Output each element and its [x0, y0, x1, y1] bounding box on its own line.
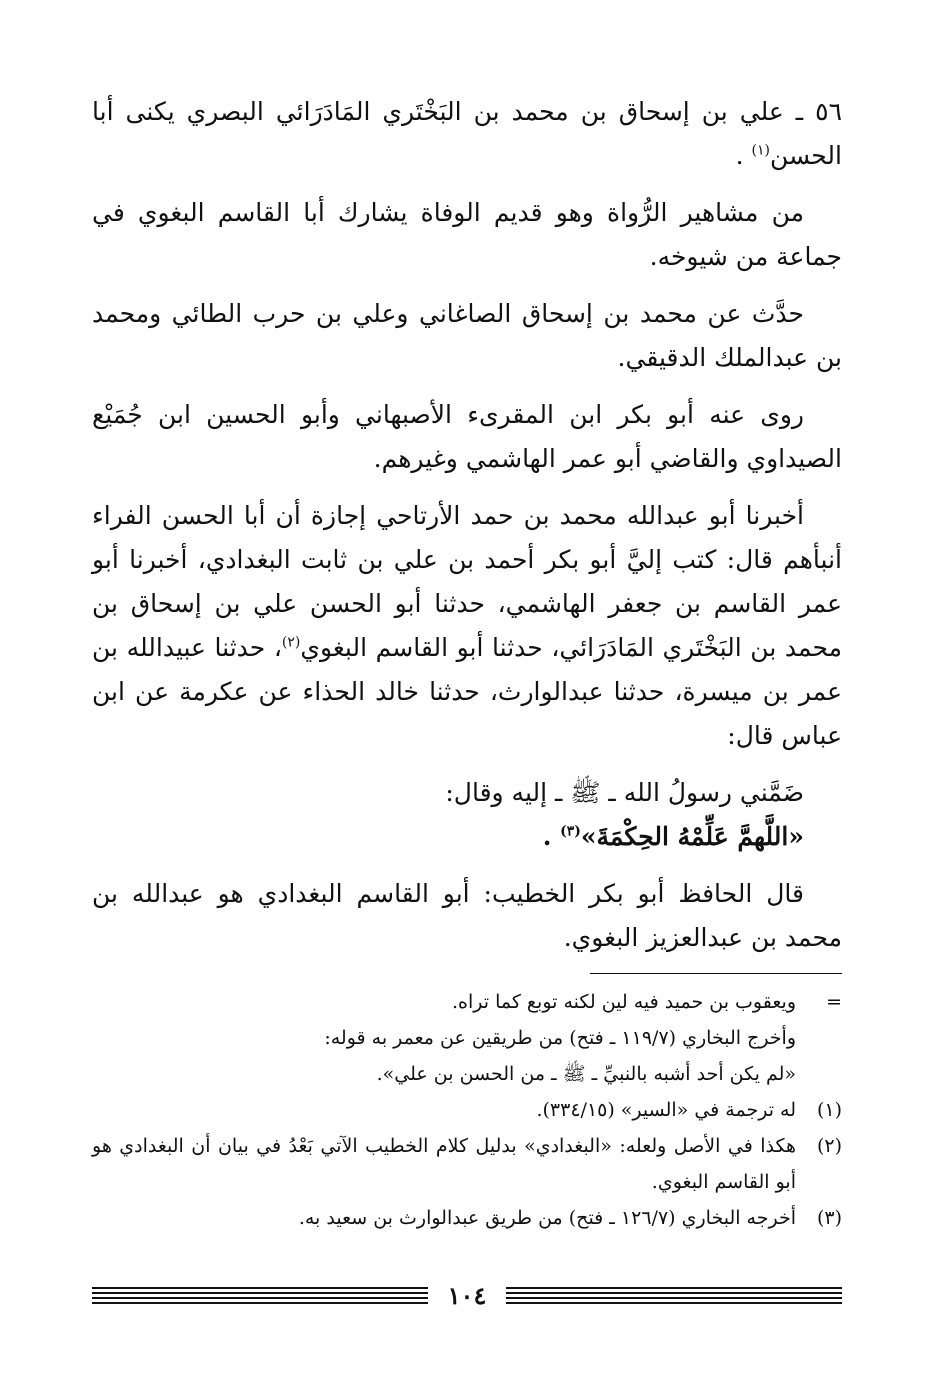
- footnote-continuation-3: [92, 1056, 842, 1092]
- footnote-3-mark: (٣): [816, 1207, 842, 1229]
- footnote-ref-2[interactable]: (٢): [281, 634, 301, 651]
- hadith-line-1: ضَمَّني رسولُ الله ـ ﷺ ـ إليه وقال:: [445, 778, 804, 807]
- footnote-continuation-2: [92, 1020, 842, 1056]
- footnote-3-text: أخرجه البخاري (١٢٦/٧ ـ فتح) من طريق عبدالوارث بن سعيد به.: [298, 1207, 796, 1229]
- sentence-end: .: [542, 822, 561, 851]
- footnote-1: [92, 1092, 842, 1128]
- footnote-2-mark: (٢): [816, 1135, 842, 1157]
- isnad-text-a: أخبرنا أبو عبدالله محمد بن حمد الأرتاحي إجازة أن أبا الحسن الفراء أنبأهم قال: كتب إليَّ أبو بكر أحمد بن علي بن ثابت البغدادي، أخبرنا أبو عمر القاسم بن جعفر الهاشمي، حدثنا أبو الحسن علي بن إسحاق بن محمد بن البَخْتَري المَادَرَائي، حدثنا أبو القاسم البغوي: [92, 501, 842, 662]
- footnotes: [92, 984, 842, 1236]
- entry-heading-text: ٥٦ ـ علي بن إسحاق بن محمد بن البَخْتَري المَادَرَائي البصري يكنى أبا الحسن: [92, 97, 842, 170]
- continuation-line-2: وأخرج البخاري (١١٩/٧ ـ فتح) من طريقين عن معمر به قوله:: [324, 1027, 796, 1049]
- paragraph-khatib: قال الحافظ أبو بكر الخطيب: أبو القاسم البغدادي هو عبدالله بن محمد بن عبدالعزيز البغوي.: [92, 879, 842, 952]
- footnote-ref-3[interactable]: (٣): [560, 823, 581, 840]
- blank-mark: [796, 1056, 842, 1092]
- entry-heading-paragraph: [92, 90, 842, 178]
- main-text: [92, 90, 842, 973]
- footnote-2: [92, 1128, 842, 1200]
- hadith-line-2: [92, 815, 842, 859]
- footnote-2-text: هكذا في الأصل ولعله: «البغدادي» بدليل كلام الخطيب الآتي بَعْدُ في بيان أن البغدادي هو أبو القاسم البغوي.: [92, 1135, 796, 1193]
- paragraph-students: روى عنه أبو بكر ابن المقرىء الأصبهاني وأبو الحسين ابن جُمَيْع الصيداوي والقاضي أبو عمر الهاشمي وغيرهم.: [92, 400, 842, 473]
- sentence-end: .: [735, 141, 752, 170]
- paragraph-teachers: حدَّث عن محمد بن إسحاق الصاغاني وعلي بن حرب الطائي ومحمد بن عبدالملك الدقيقي.: [92, 299, 842, 372]
- footnote-continuation: [92, 984, 842, 1020]
- footnote-ref-1[interactable]: (١): [751, 142, 770, 159]
- continuation-line-3: «لم يكن أحد أشبه بالنبيِّ ـ ﷺ ـ من الحسن بن علي».: [376, 1063, 796, 1085]
- footer-rule-right: [506, 1287, 842, 1304]
- isnad-text-b: ، حدثنا عبيدالله بن عمر بن ميسرة، حدثنا عبدالوارث، حدثنا خالد الحذاء عن عكرمة عن ابن عباس قال:: [92, 633, 842, 750]
- footnote-1-text: له ترجمة في «السير» (٣٣٤/١٥).: [536, 1099, 796, 1121]
- continuation-line-1: ويعقوب بن حميد فيه لين لكنه توبع كما تراه.: [451, 991, 796, 1013]
- page-footer: [92, 1280, 842, 1310]
- paragraph-reputation: من مشاهير الرُّواة وهو قديم الوفاة يشارك أبا القاسم البغوي في جماعة من شيوخه.: [92, 198, 842, 271]
- footer-rule-left: [92, 1287, 428, 1304]
- blank-mark: [796, 1020, 842, 1056]
- footnote-separator: [590, 973, 842, 974]
- footnote-3: [92, 1200, 842, 1236]
- hadith-supplication: «اللَّهمَّ عَلِّمْهُ الحِكْمَةَ»: [580, 822, 804, 851]
- footnote-1-mark: (١): [816, 1099, 842, 1121]
- page-number: ١٠٤: [447, 1280, 487, 1310]
- continuation-mark: =: [826, 991, 842, 1013]
- paragraph-isnad: [92, 494, 842, 758]
